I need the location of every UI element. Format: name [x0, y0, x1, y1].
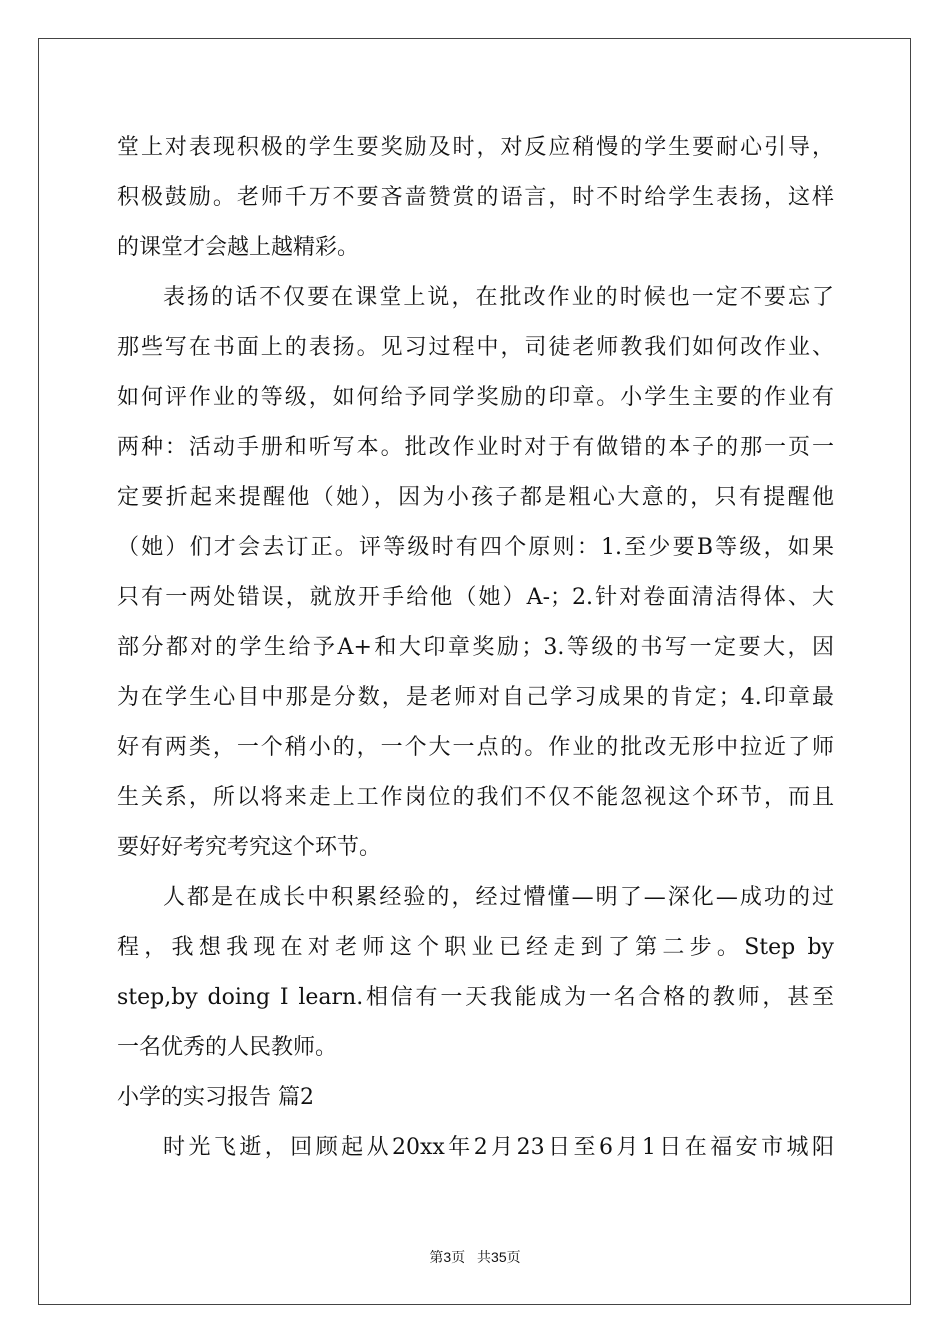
page-total: 共35页 — [477, 1249, 521, 1265]
page-footer — [0, 1247, 950, 1267]
text-line: 程，我想我现在对老师这个职业已经走到了第二步。Step by — [117, 935, 834, 960]
text-line: 堂上对表现积极的学生要奖励及时，对反应稍慢的学生要耐心引导， — [117, 135, 834, 160]
text-line: （她）们才会去订正。评等级时有四个原则：1.至少要B等级，如果 — [117, 535, 834, 560]
text-line: 要好好考究考究这个环节。 — [117, 835, 382, 860]
page-number: 第3页 — [429, 1249, 466, 1265]
text-line: step,by doing I learn.相信有一天我能成为一名合格的教师，甚至 — [117, 985, 834, 1010]
text-line: 两种：活动手册和听写本。批改作业时对于有做错的本子的那一页一 — [117, 435, 834, 460]
text-line: 的课堂才会越上越精彩。 — [117, 235, 360, 260]
text-line: 一名优秀的人民教师。 — [117, 1035, 338, 1060]
text-line: 为在学生心目中那是分数，是老师对自己学习成果的肯定；4.印章最 — [117, 685, 834, 710]
paragraph-start-line: 表扬的话不仅要在课堂上说，在批改作业的时候也一定不要忘了 — [163, 285, 834, 310]
text-line: 如何评作业的等级，如何给予同学奖励的印章。小学生主要的作业有 — [117, 385, 834, 410]
paragraph-start-line: 人都是在成长中积累经验的，经过懵懂—明了—深化—成功的过 — [163, 885, 834, 910]
section-heading: 小学的实习报告 篇2 — [117, 1085, 314, 1110]
text-line: 那些写在书面上的表扬。见习过程中，司徒老师教我们如何改作业、 — [117, 335, 834, 360]
text-line: 积极鼓励。老师千万不要吝啬赞赏的语言，时不时给学生表扬，这样 — [117, 185, 834, 210]
document-body — [117, 123, 834, 1173]
text-line: 生关系，所以将来走上工作岗位的我们不仅不能忽视这个环节，而且 — [117, 785, 834, 810]
text-line: 定要折起来提醒他（她），因为小孩子都是粗心大意的，只有提醒他 — [117, 485, 834, 510]
text-line: 好有两类，一个稍小的，一个大一点的。作业的批改无形中拉近了师 — [117, 735, 834, 760]
text-line: 只有一两处错误，就放开手给他（她）A-；2.针对卷面清洁得体、大 — [117, 585, 834, 610]
paragraph-start-line: 时光飞逝，回顾起从20xx年2月23日至6月1日在福安市城阳 — [163, 1135, 834, 1160]
text-line: 部分都对的学生给予A+和大印章奖励；3.等级的书写一定要大，因 — [117, 635, 834, 660]
